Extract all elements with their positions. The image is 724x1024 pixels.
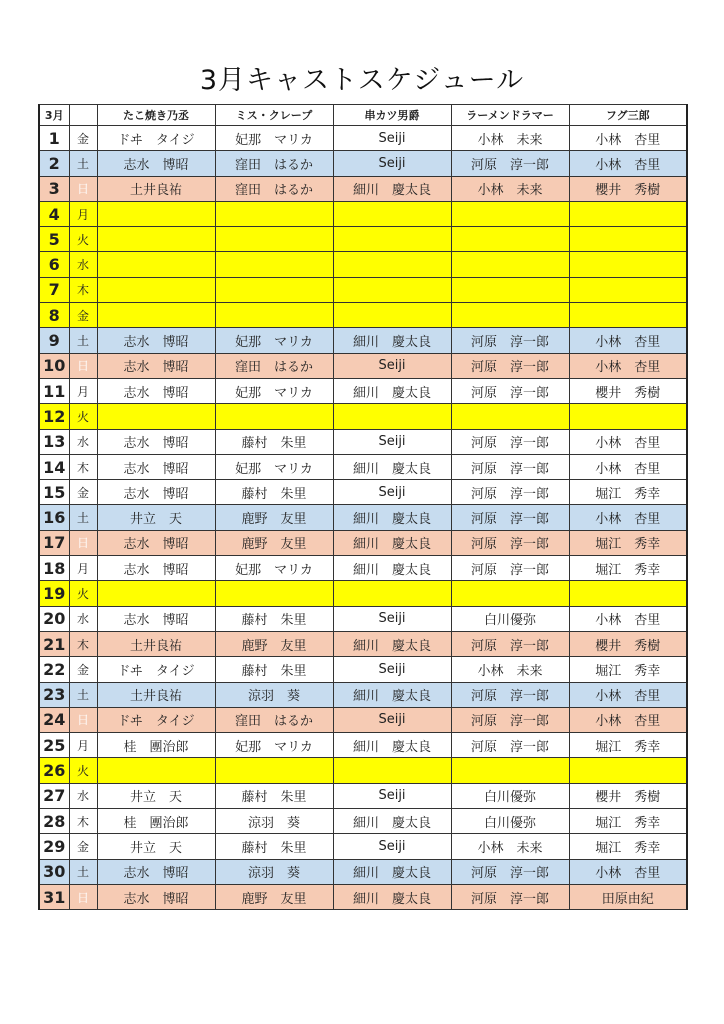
schedule-row [39,884,687,909]
cast-ramen-cell [451,227,569,252]
cast-takoyaki-cell [97,227,215,252]
weekday-label: 水 [69,252,97,277]
weekday-label: 木 [69,809,97,834]
schedule-row [39,303,687,328]
column-header-crepe: ミス・クレープ [215,105,333,126]
cast-takoyaki-cell: 志水 博昭 [97,328,215,353]
page-title: 3月キャストスケジュール [199,65,525,96]
cast-fugu-cell: 小林 杏里 [569,859,687,884]
cast-ramen-cell: 河原 淳一郎 [451,884,569,909]
weekday-label: 土 [69,682,97,707]
schedule-row [39,834,687,859]
schedule-row [39,126,687,151]
cast-kushikatsu-cell [333,303,451,328]
cast-fugu-cell [569,581,687,606]
cast-crepe-cell [215,303,333,328]
schedule-row [39,378,687,403]
cast-ramen-cell: 河原 淳一郎 [451,859,569,884]
weekday-label: 土 [69,328,97,353]
schedule-table [38,104,688,910]
day-number: 12 [39,404,69,429]
cast-ramen-cell [451,201,569,226]
cast-ramen-cell: 河原 淳一郎 [451,151,569,176]
cast-kushikatsu-cell [333,227,451,252]
cast-takoyaki-cell: 志水 博昭 [97,859,215,884]
cast-takoyaki-cell: 土井良祐 [97,682,215,707]
weekday-label: 水 [69,783,97,808]
cast-ramen-cell: 河原 淳一郎 [451,328,569,353]
schedule-row [39,707,687,732]
day-number: 31 [39,884,69,909]
day-number: 28 [39,809,69,834]
weekday-label: 日 [69,884,97,909]
cast-fugu-cell: 堀江 秀幸 [569,530,687,555]
cast-kushikatsu-cell: 細川 慶太良 [333,631,451,656]
cast-takoyaki-cell [97,277,215,302]
cast-takoyaki-cell: 土井良祐 [97,176,215,201]
cast-fugu-cell: 小林 杏里 [569,151,687,176]
schedule-row [39,859,687,884]
day-number: 8 [39,303,69,328]
weekday-label: 金 [69,834,97,859]
cast-kushikatsu-cell: Seiji [333,834,451,859]
cast-fugu-cell [569,277,687,302]
cast-ramen-cell: 河原 淳一郎 [451,733,569,758]
weekday-label: 水 [69,606,97,631]
cast-kushikatsu-cell: 細川 慶太良 [333,454,451,479]
cast-ramen-cell: 河原 淳一郎 [451,682,569,707]
cast-takoyaki-cell: 志水 博昭 [97,151,215,176]
column-header-kushikatsu: 串カツ男爵 [333,105,451,126]
day-number: 9 [39,328,69,353]
cast-fugu-cell: 櫻井 秀樹 [569,631,687,656]
cast-ramen-cell: 小林 未来 [451,176,569,201]
schedule-row [39,328,687,353]
cast-kushikatsu-cell [333,758,451,783]
cast-kushikatsu-cell: 細川 慶太良 [333,809,451,834]
cast-kushikatsu-cell: Seiji [333,480,451,505]
cast-kushikatsu-cell: 細川 慶太良 [333,733,451,758]
weekday-label: 日 [69,530,97,555]
cast-fugu-cell: 堀江 秀幸 [569,733,687,758]
cast-crepe-cell: 鹿野 友里 [215,631,333,656]
cast-crepe-cell [215,201,333,226]
cast-kushikatsu-cell [333,277,451,302]
cast-takoyaki-cell [97,201,215,226]
day-number: 24 [39,707,69,732]
cast-kushikatsu-cell: Seiji [333,429,451,454]
weekday-label: 木 [69,454,97,479]
cast-kushikatsu-cell: Seiji [333,606,451,631]
schedule-row [39,176,687,201]
weekday-label: 日 [69,176,97,201]
weekday-label: 金 [69,657,97,682]
schedule-row [39,227,687,252]
cast-crepe-cell: 藤村 朱里 [215,429,333,454]
header-row [39,105,687,126]
weekday-label: 金 [69,126,97,151]
cast-ramen-cell [451,303,569,328]
day-number: 13 [39,429,69,454]
cast-fugu-cell [569,227,687,252]
cast-kushikatsu-cell: 細川 慶太良 [333,176,451,201]
weekday-label: 月 [69,733,97,758]
cast-fugu-cell: 小林 杏里 [569,682,687,707]
schedule-row [39,733,687,758]
day-number: 16 [39,505,69,530]
weekday-header [69,105,97,126]
cast-ramen-cell: 河原 淳一郎 [451,505,569,530]
day-number: 22 [39,657,69,682]
cast-ramen-cell: 河原 淳一郎 [451,353,569,378]
cast-ramen-cell [451,404,569,429]
cast-ramen-cell: 河原 淳一郎 [451,556,569,581]
cast-kushikatsu-cell: Seiji [333,353,451,378]
cast-ramen-cell [451,581,569,606]
weekday-label: 木 [69,631,97,656]
cast-crepe-cell: 藤村 朱里 [215,657,333,682]
schedule-row [39,606,687,631]
schedule-row [39,657,687,682]
weekday-label: 金 [69,303,97,328]
day-number: 25 [39,733,69,758]
cast-fugu-cell: 小林 杏里 [569,126,687,151]
cast-crepe-cell [215,277,333,302]
cast-takoyaki-cell: 志水 博昭 [97,378,215,403]
weekday-label: 金 [69,480,97,505]
cast-takoyaki-cell: ドヰ タイジ [97,707,215,732]
day-number: 29 [39,834,69,859]
cast-crepe-cell: 藤村 朱里 [215,783,333,808]
schedule-row [39,631,687,656]
cast-crepe-cell [215,252,333,277]
schedule-row [39,429,687,454]
cast-kushikatsu-cell [333,404,451,429]
cast-takoyaki-cell: 志水 博昭 [97,353,215,378]
cast-crepe-cell: 妃那 マリカ [215,126,333,151]
day-number: 10 [39,353,69,378]
cast-fugu-cell [569,201,687,226]
schedule-row [39,505,687,530]
cast-crepe-cell: 鹿野 友里 [215,530,333,555]
cast-takoyaki-cell: 志水 博昭 [97,556,215,581]
weekday-label: 土 [69,151,97,176]
day-number: 18 [39,556,69,581]
cast-crepe-cell [215,227,333,252]
cast-fugu-cell: 堀江 秀幸 [569,657,687,682]
cast-fugu-cell: 小林 杏里 [569,505,687,530]
column-header-takoyaki: たこ焼き乃丞 [97,105,215,126]
cast-fugu-cell [569,252,687,277]
cast-takoyaki-cell [97,252,215,277]
cast-crepe-cell: 藤村 朱里 [215,606,333,631]
day-number: 20 [39,606,69,631]
day-number: 11 [39,378,69,403]
day-number: 5 [39,227,69,252]
day-number: 19 [39,581,69,606]
cast-kushikatsu-cell: 細川 慶太良 [333,505,451,530]
cast-takoyaki-cell [97,303,215,328]
day-number: 1 [39,126,69,151]
schedule-row [39,809,687,834]
column-header-fugu: フグ三郎 [569,105,687,126]
cast-takoyaki-cell: 志水 博昭 [97,429,215,454]
cast-takoyaki-cell: ドヰ タイジ [97,657,215,682]
cast-crepe-cell: 妃那 マリカ [215,454,333,479]
cast-fugu-cell: 小林 杏里 [569,328,687,353]
cast-ramen-cell: 河原 淳一郎 [451,707,569,732]
cast-takoyaki-cell [97,404,215,429]
cast-takoyaki-cell: 井立 天 [97,834,215,859]
cast-kushikatsu-cell: Seiji [333,707,451,732]
cast-ramen-cell [451,758,569,783]
schedule-row [39,151,687,176]
schedule-body [39,126,687,910]
day-number: 3 [39,176,69,201]
cast-kushikatsu-cell: 細川 慶太良 [333,328,451,353]
weekday-label: 木 [69,277,97,302]
schedule-row [39,201,687,226]
cast-fugu-cell: 櫻井 秀樹 [569,783,687,808]
schedule-row [39,454,687,479]
cast-crepe-cell: 鹿野 友里 [215,884,333,909]
cast-fugu-cell: 堀江 秀幸 [569,809,687,834]
cast-kushikatsu-cell: 細川 慶太良 [333,378,451,403]
cast-kushikatsu-cell [333,581,451,606]
cast-takoyaki-cell: 志水 博昭 [97,884,215,909]
cast-fugu-cell: 小林 杏里 [569,429,687,454]
schedule-row [39,353,687,378]
cast-fugu-cell: 櫻井 秀樹 [569,176,687,201]
cast-ramen-cell [451,252,569,277]
column-header-ramen: ラーメンドラマー [451,105,569,126]
cast-fugu-cell: 小林 杏里 [569,707,687,732]
schedule-row [39,404,687,429]
day-number: 4 [39,201,69,226]
weekday-label: 火 [69,404,97,429]
day-number: 27 [39,783,69,808]
cast-crepe-cell: 妃那 マリカ [215,733,333,758]
cast-ramen-cell [451,277,569,302]
day-number: 7 [39,277,69,302]
cast-fugu-cell: 堀江 秀幸 [569,834,687,859]
schedule-row [39,252,687,277]
weekday-label: 月 [69,378,97,403]
cast-crepe-cell: 藤村 朱里 [215,480,333,505]
cast-kushikatsu-cell: Seiji [333,151,451,176]
day-number: 15 [39,480,69,505]
cast-takoyaki-cell: 桂 團治郎 [97,809,215,834]
cast-crepe-cell: 妃那 マリカ [215,556,333,581]
cast-crepe-cell: 涼羽 葵 [215,859,333,884]
weekday-label: 月 [69,556,97,581]
day-number: 30 [39,859,69,884]
cast-ramen-cell: 白川優弥 [451,809,569,834]
cast-takoyaki-cell: 土井良祐 [97,631,215,656]
cast-takoyaki-cell: 志水 博昭 [97,530,215,555]
cast-takoyaki-cell: 井立 天 [97,783,215,808]
cast-takoyaki-cell: 志水 博昭 [97,606,215,631]
cast-ramen-cell: 河原 淳一郎 [451,631,569,656]
cast-fugu-cell: 小林 杏里 [569,606,687,631]
day-number: 26 [39,758,69,783]
cast-crepe-cell: 窪田 はるか [215,176,333,201]
weekday-label: 火 [69,581,97,606]
cast-ramen-cell: 河原 淳一郎 [451,480,569,505]
cast-takoyaki-cell: ドヰ タイジ [97,126,215,151]
cast-crepe-cell: 妃那 マリカ [215,328,333,353]
cast-crepe-cell: 窪田 はるか [215,353,333,378]
cast-fugu-cell [569,404,687,429]
schedule-row [39,530,687,555]
cast-kushikatsu-cell [333,252,451,277]
cast-kushikatsu-cell: 細川 慶太良 [333,859,451,884]
day-number: 21 [39,631,69,656]
cast-crepe-cell: 窪田 はるか [215,707,333,732]
cast-takoyaki-cell: 井立 天 [97,505,215,530]
cast-ramen-cell: 白川優弥 [451,783,569,808]
day-number: 6 [39,252,69,277]
cast-takoyaki-cell [97,581,215,606]
schedule-row [39,581,687,606]
weekday-label: 土 [69,859,97,884]
schedule-row [39,480,687,505]
cast-crepe-cell: 涼羽 葵 [215,809,333,834]
cast-kushikatsu-cell: Seiji [333,783,451,808]
weekday-label: 火 [69,758,97,783]
cast-crepe-cell: 窪田 はるか [215,151,333,176]
cast-fugu-cell: 堀江 秀幸 [569,556,687,581]
cast-ramen-cell: 小林 未来 [451,834,569,859]
cast-kushikatsu-cell: 細川 慶太良 [333,556,451,581]
cast-fugu-cell: 小林 杏里 [569,353,687,378]
cast-takoyaki-cell [97,758,215,783]
cast-takoyaki-cell: 桂 團治郎 [97,733,215,758]
day-number: 17 [39,530,69,555]
weekday-label: 日 [69,707,97,732]
cast-fugu-cell [569,303,687,328]
cast-crepe-cell: 藤村 朱里 [215,834,333,859]
cast-ramen-cell: 河原 淳一郎 [451,429,569,454]
schedule-row [39,758,687,783]
cast-kushikatsu-cell: 細川 慶太良 [333,530,451,555]
cast-kushikatsu-cell: Seiji [333,126,451,151]
day-number: 2 [39,151,69,176]
weekday-label: 日 [69,353,97,378]
weekday-label: 土 [69,505,97,530]
weekday-label: 火 [69,227,97,252]
day-number: 14 [39,454,69,479]
cast-fugu-cell: 小林 杏里 [569,454,687,479]
cast-fugu-cell: 櫻井 秀樹 [569,378,687,403]
cast-takoyaki-cell: 志水 博昭 [97,480,215,505]
cast-fugu-cell: 堀江 秀幸 [569,480,687,505]
cast-crepe-cell: 妃那 マリカ [215,378,333,403]
cast-crepe-cell [215,758,333,783]
day-number: 23 [39,682,69,707]
cast-ramen-cell: 河原 淳一郎 [451,454,569,479]
cast-ramen-cell: 小林 未来 [451,126,569,151]
cast-kushikatsu-cell [333,201,451,226]
schedule-row [39,556,687,581]
cast-kushikatsu-cell: Seiji [333,657,451,682]
cast-takoyaki-cell: 志水 博昭 [97,454,215,479]
cast-fugu-cell [569,758,687,783]
cast-crepe-cell [215,581,333,606]
cast-kushikatsu-cell: 細川 慶太良 [333,884,451,909]
weekday-label: 月 [69,201,97,226]
schedule-row [39,277,687,302]
weekday-label: 水 [69,429,97,454]
cast-ramen-cell: 小林 未来 [451,657,569,682]
schedule-row [39,783,687,808]
cast-kushikatsu-cell: 細川 慶太良 [333,682,451,707]
schedule-row [39,682,687,707]
cast-crepe-cell: 涼羽 葵 [215,682,333,707]
cast-ramen-cell: 白川優弥 [451,606,569,631]
month-header: 3月 [39,105,69,126]
cast-crepe-cell [215,404,333,429]
cast-crepe-cell: 鹿野 友里 [215,505,333,530]
cast-ramen-cell: 河原 淳一郎 [451,378,569,403]
cast-ramen-cell: 河原 淳一郎 [451,530,569,555]
cast-fugu-cell: 田原由紀 [569,884,687,909]
